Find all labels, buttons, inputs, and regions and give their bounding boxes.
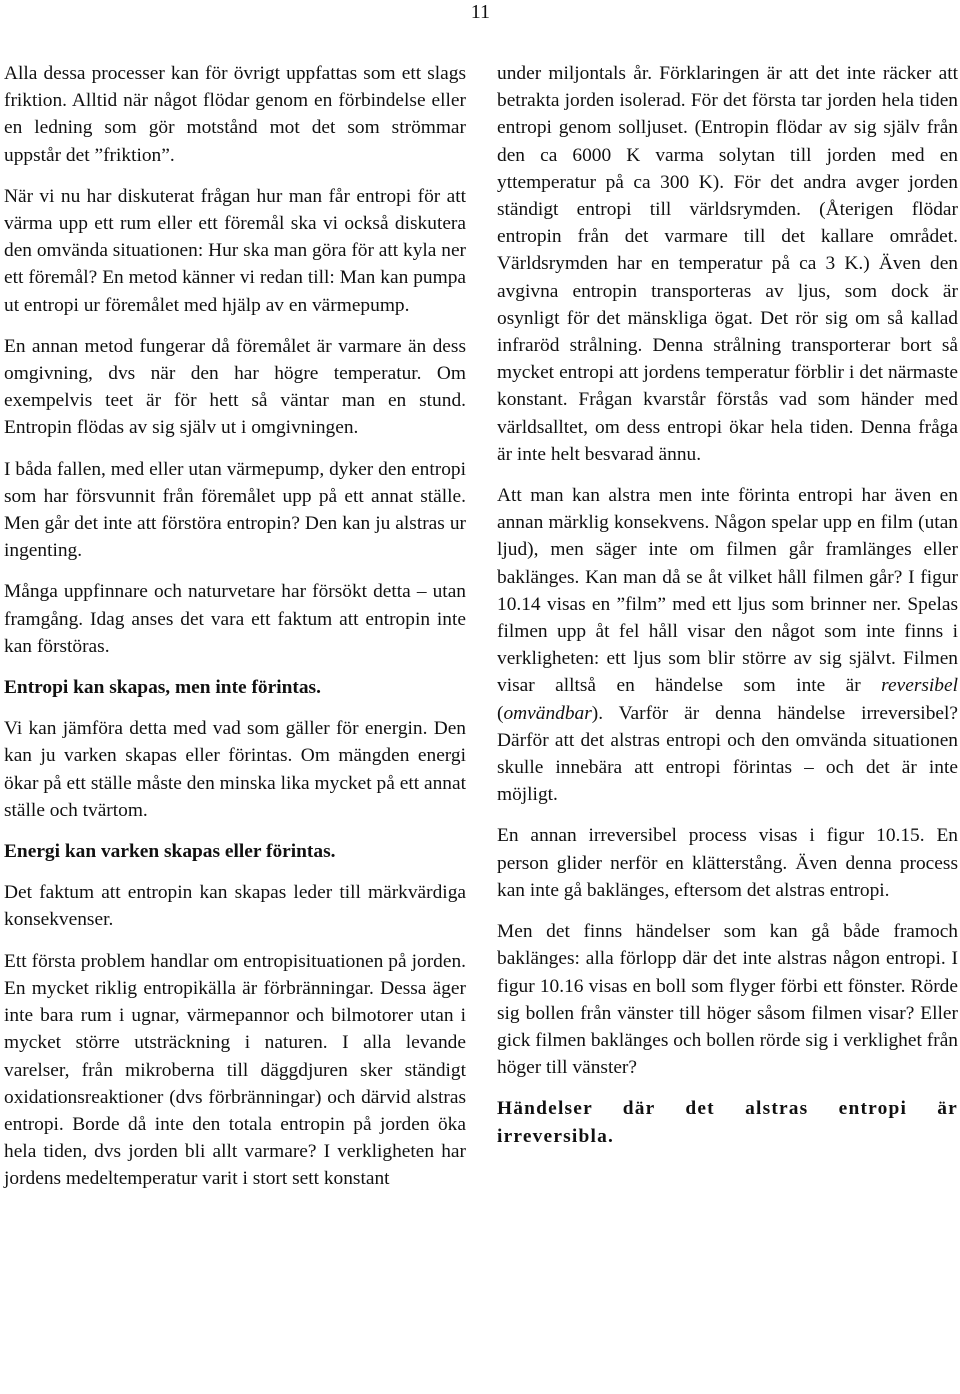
paragraph-warmer-object: En annan metod fungerar då föremålet är varmare än dess omgivning, dvs när den har högre temperatur. Om exempelvis teet är för hett så väntar man en stund. Entropin flödas av sig själv ut i omgivningen.: [4, 335, 466, 439]
film-text-after: ). Varför är denna händelse irreversibel? Därför att det alstras entropi och den omvända situationen skulle innebära att entropi förintas – och det är inte möjligt.: [497, 702, 958, 806]
paragraph-ball: Men det finns händelser som kan gå både framoch baklänges: alla förlopp där det inte alstras någon entropi. I figur 10.16 visas en boll som flyger förbi ett fönster. Rörde sig bollen från vänster till höger såsom filmen visar? Eller gick filmen baklänges och bollen rörde sig i verklighet från höger till vänster?: [497, 921, 958, 1079]
paragraph-cooling: När vi nu har diskuterat frågan hur man får entropi för att värma upp ett rum eller ett föremål ska vi också diskutera den omvända situationen: Hur ska man göra för att kyla ner ett föremål? En metod känner vi redan till: Man kan pumpa ut entropi ur föremålet med hjälp av en värmepump.: [4, 185, 467, 316]
paragraph-destroy-entropy: I båda fallen, med eller utan värmepump, dyker den entropi som har försvunnit från föremålet upp på ett annat ställe. Men går det inte att förstöra entropin? Den kan ju alstras ur ingenting.: [4, 458, 466, 562]
statement-irreversible: Händelser där det alstras entropi är irreversibla.: [497, 1098, 958, 1147]
paragraph-consequences: Det faktum att entropin kan skapas leder till märkvärdiga konsekvenser.: [4, 882, 466, 931]
right-column: [497, 60, 958, 1164]
paragraph-energy-compare: Vi kan jämföra detta med vad som gäller för energin. Den kan ju varken skapas eller förintas. Om mängden energi ökar på ett ställe måste den minska lika mycket på ett annat ställe och tvärtom.: [4, 718, 466, 821]
statement-entropy: Entropi kan skapas, men inte förintas.: [4, 677, 321, 699]
emphasis-reversibel: reversibel: [881, 675, 958, 697]
left-column: [4, 60, 466, 1207]
film-text-before: Att man kan alstra men inte förinta entropi har även en annan märklig konsekvens. Någon spelar upp en film (utan ljud), men säger inte om filmen går framlänges eller baklänges. Kan man då se åt vilket håll filmen går? I figur 10.14 visas en ”film” med ett ljus som brinner ner. Spelas filmen upp åt fel håll visar den något som inte finns i verkligheten: ett ljus som blir större av sig självt. Filmen visar alltså en händelse som inte är: [497, 485, 958, 697]
paragraph-friction: Alla dessa processer kan för övrigt uppfattas som ett slags friktion. Alltid när något flödar genom en förbindelse eller en ledning som gör motstånd mot det som strömmar uppstår det ”friktion”.: [4, 63, 466, 166]
paragraph-inventors: Många uppfinnare och naturvetare har försökt detta – utan framgång. Idag anses det vara ett faktum att entropin inte kan förstöras.: [4, 581, 466, 657]
statement-energy: Energi kan varken skapas eller förintas.: [4, 841, 336, 863]
paragraph-film: [497, 482, 958, 808]
page-number: 11: [470, 1, 490, 23]
emphasis-omvandbar: omvändbar: [503, 702, 592, 724]
film-text-mid: (: [497, 702, 504, 724]
paragraph-earth-entropy: Ett första problem handlar om entropisituationen på jorden. En mycket riklig entropikälla är förbränningar. Dessa äger inte bara rum i ugnar, värmepannor och bilmotorer utan i mycket större utsträckning i naturen. I alla levande varelser, från mikroberna till däggdjuren sker ständigt oxidationsreaktioner (dvs förbränningar) och därvid alstras entropi. Borde då inte den totala entropin på jorden öka hela tiden, dvs jorden bli allt varmare? I verkligheten har jordens medeltemperatur varit i stort sett konstant: [4, 950, 466, 1190]
paragraph-climbing-pole: En annan irreversibel process visas i figur 10.15. En person glider nerför en klätterstång. Även denna process kan inte gå baklänges, eftersom det alstras entropi.: [497, 825, 958, 901]
paragraph-earth-explanation: under miljontals år. Förklaringen är att det inte räcker att betrakta jorden isolerad. För det första tar jorden hela tiden entropi genom solljuset. (Entropin flödar av sig själv från den ca 6000 K varma solytan till jorden med en yttemperatur på ca 300 K). För det andra avger jorden ständigt entropi till världsrymden. (Återigen flödar entropin från det varmare till det kallare området. Världsrymden har en temperatur på ca 3 K.) Även den avgivna entropin transporteras av ljus, som dock är osynligt för det mänskliga ögat. Det rör sig om så kallad infraröd strålning. Denna strålning transporterar bort så mycket entropi att jordens temperatur förblir i det närmaste konstant. Frågan kvarstår förstås vad som händer med världsalltet, om dess entropi ökar hela tiden. Denna fråga är inte helt besvarad ännu.: [497, 63, 958, 465]
